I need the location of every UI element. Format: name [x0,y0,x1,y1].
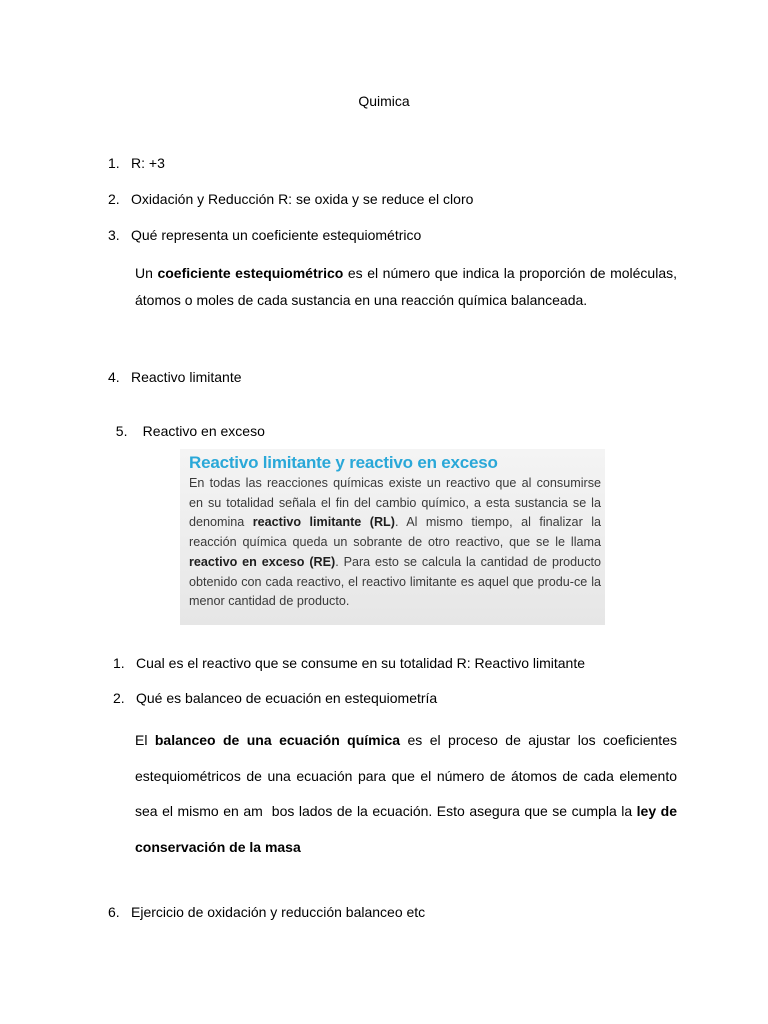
sublist-item [113,689,437,707]
figure-title: Reactivo limitante y reactivo en exceso [189,453,498,472]
list-text: Reactivo limitante [131,369,242,385]
list-number: 4. [108,369,120,385]
list-item [108,226,421,244]
paragraph-text: es el proceso de ajustar los coeficientes estequiométricos de una ecuación para que el número de átomos de cada elemento sea el mismo en am bos lados de la ecuación. Esto asegura que se cumpla la [135,732,681,819]
list-text: Qué es balanceo de ecuación en estequiometría [136,690,438,706]
list-number: 6. [108,904,120,920]
figure-body [189,474,601,612]
sublist-item [113,654,585,672]
list-item [108,404,265,440]
paragraph-coeficiente [135,260,677,313]
figure-bold-term: reactivo limitante (RL) [252,515,395,530]
figure-text: . Para esto se calcula la cantidad de producto obtenido con cada reactivo, el reactivo limitante es aquel que produ-ce la menor cantidad de producto. [189,554,601,609]
list-text: Ejercicio de oxidación y reducción balanceo etc [131,904,426,920]
list-number: 1. [113,655,125,671]
list-number: 2. [108,191,120,207]
list-item [108,154,165,172]
page-title: Quimica [358,93,410,109]
paragraph-text: es el número que indica la proporción de moléculas, átomos o moles de cada sustancia en una reacción química balanceada. [135,265,677,308]
list-text: R: +3 [131,155,165,171]
list-item [108,190,473,208]
list-item [108,903,425,921]
figure-bold-term: reactivo en exceso (RE) [189,554,336,569]
list-number: 3. [108,227,120,243]
list-text: Oxidación y Reducción R: se oxida y se reduce el cloro [131,191,474,207]
figure-text: . Al mismo tiempo, al finalizar la reacción química queda un sobrante de otro reactivo, que se le llama [189,515,602,550]
paragraph-bold-term: ley de conservación de la masa [135,803,677,855]
list-number: 1. [108,155,120,171]
list-text: Qué representa un coeficiente estequiométrico [131,227,422,243]
paragraph-bold-term: coeficiente estequiométrico [157,265,344,281]
list-text: Cual es el reactivo que se consume en su totalidad R: Reactivo limitante [136,655,586,671]
paragraph-balanceo [135,723,681,865]
textbook-excerpt-image [180,449,605,625]
paragraph-text: Un [135,265,158,281]
list-item [108,368,242,386]
list-number: 2. [113,690,125,706]
paragraph-bold-term: balanceo de una ecuación química [154,732,401,748]
list-text: Reactivo en exceso [138,423,265,439]
list-number: 5. [115,423,128,439]
figure-text: En todas las reacciones químicas existe un reactivo que al consumirse en su totalidad señala el fin del cambio químico, a esta sustancia se la denomina [189,476,601,530]
paragraph-text: El [135,732,155,748]
